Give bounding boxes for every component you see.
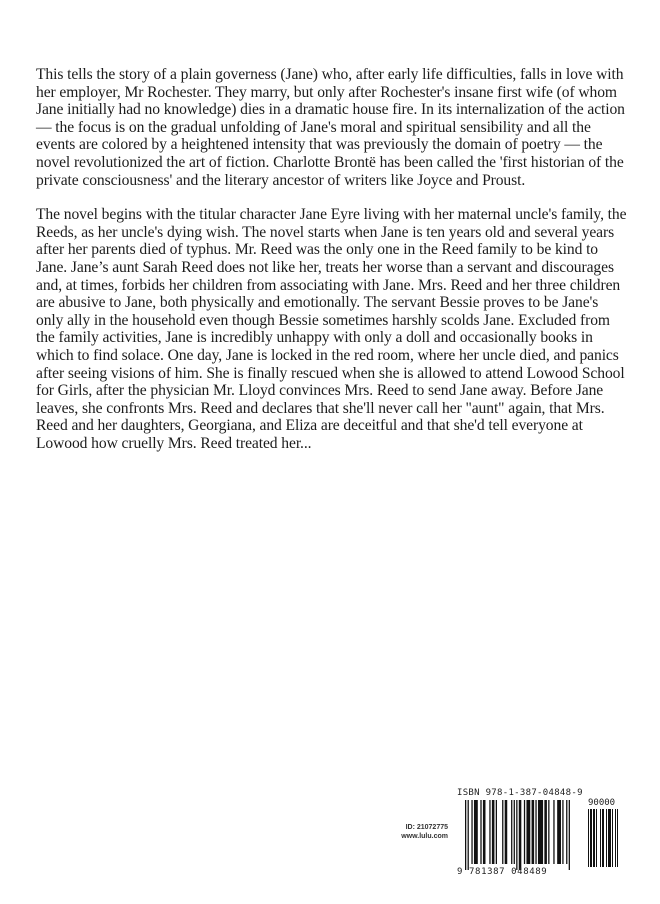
barcode-bar	[596, 809, 597, 867]
barcode-bar	[511, 800, 512, 864]
ean-digits: 9 781387 048489	[457, 867, 548, 877]
barcode-bar	[471, 800, 472, 864]
barcode-bar	[569, 800, 570, 870]
barcode-bar	[492, 800, 495, 864]
barcode-bar	[566, 800, 567, 864]
barcode-bar	[612, 809, 613, 867]
publisher-id: ID: 21072775	[405, 824, 448, 831]
barcode-bar	[602, 809, 604, 867]
barcode-bar	[615, 809, 616, 867]
barcode-bar	[588, 809, 589, 867]
barcode-bar	[590, 809, 592, 867]
isbn-barcode	[455, 788, 625, 880]
barcode-bar	[617, 809, 618, 867]
barcode-bar	[548, 800, 549, 864]
barcode-bar	[468, 800, 469, 870]
synopsis-text	[36, 66, 628, 469]
barcode-bar	[538, 800, 543, 864]
barcode-bar	[593, 809, 595, 867]
ean-barcode-bars	[465, 800, 583, 870]
barcode-bar	[608, 809, 611, 867]
barcode-bar	[532, 800, 535, 864]
barcode-bar	[496, 800, 497, 864]
barcode-bar	[474, 800, 478, 864]
isbn-label: ISBN 978-1-387-04848-9	[457, 788, 583, 798]
barcode-bar	[519, 800, 522, 870]
barcode-bar	[562, 800, 563, 864]
barcode-bar	[502, 800, 503, 864]
barcode-bar	[600, 809, 601, 867]
addon-barcode-bars	[588, 809, 622, 867]
synopsis-paragraph-1: This tells the story of a plain governess (Jane) who, after early life difficulties, falls in love with her employer, Mr Rochester. They marry, but only after Rochester's insane first wife (of whom Jane initially had no knowledge) dies in a dramatic house fire. In its internalization of the action — the focus is on the gradual unfolding of Jane's moral and spiritual sensibility and all the events are colored by a heightened intensity that was previously the domain of poetry — the novel revolutionized the art of fiction. Charlotte Brontë has been called the 'first historian of the private consciousness' and the literary ancestor of writers like Joyce and Proust.	[36, 66, 625, 189]
barcode-bar	[557, 800, 561, 864]
barcode-bar	[489, 800, 490, 864]
barcode-bar	[465, 800, 466, 870]
barcode-bar	[524, 800, 525, 864]
barcode-bar	[516, 800, 517, 870]
barcode-bar	[483, 800, 486, 864]
barcode-bar	[505, 800, 508, 864]
synopsis-paragraph-2: The novel begins with the titular character Jane Eyre living with her maternal uncle's family, the Reeds, as her uncle's dying wish. The novel starts when Jane is ten years old and several years after her parents died of typhus. Mr. Reed was the only one in the Reed family to be kind to Jane. Jane’s aunt Sarah Reed does not like her, treats her worse than a servant and discourages and, at times, forbids her children from associating with Jane. Mrs. Reed and her three children are abusive to Jane, both physically and emotionally. The servant Bessie proves to be Jane's only ally in the household even though Bessie sometimes harshly scolds Jane. Excluded from the family activities, Jane is incredibly unhappy with only a doll and occasionally books in which to find solace. One day, Jane is locked in the red room, where her uncle died, and panics after seeing visions of him. She is finally rescued when she is allowed to attend Lowood School for Girls, after the physician Mr. Lloyd convinces Mrs. Reed to send Jane away. Before Jane leaves, she confronts Mrs. Reed and declares that she'll never call her "aunt" again, that Mrs. Reed and her daughters, Georgiana, and Eliza are deceitful and that she'd tell everyone at Lowood how cruelly Mrs. Reed treated her...	[36, 206, 627, 452]
barcode-bar	[535, 800, 536, 864]
barcode-bar	[514, 800, 515, 864]
barcode-bar	[526, 800, 530, 864]
price-code: 90000	[588, 798, 616, 808]
publisher-website: www.lulu.com	[401, 833, 448, 840]
barcode-bar	[553, 800, 554, 864]
barcode-bar	[606, 809, 607, 867]
publisher-id-block	[398, 823, 448, 841]
barcode-bar	[544, 800, 547, 864]
barcode-bar	[480, 800, 481, 864]
